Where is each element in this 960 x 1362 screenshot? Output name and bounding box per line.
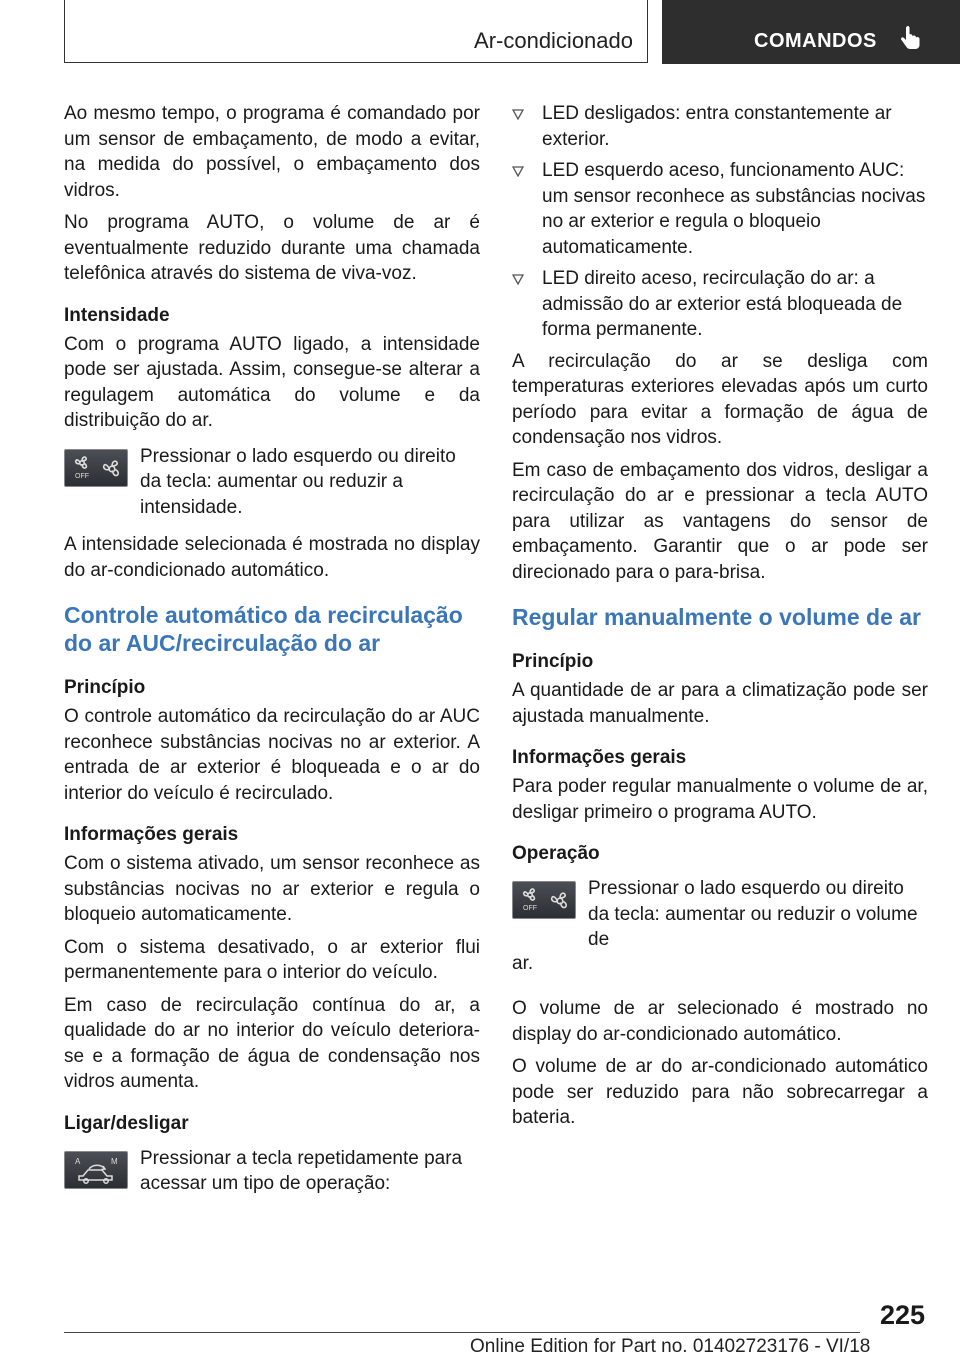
paragraph: A intensidade selecionada é mostrada no display do ar-condicionado automático. xyxy=(64,534,480,581)
subheading-principio: Princípio xyxy=(64,677,146,698)
led-status-list xyxy=(512,101,928,343)
paragraph: O controle automático da recirculação do ar AUC reconhece substâncias nocivas no ar exterior. A entrada de ar exterior é bloqueada e o ar do interior do veículo é recirculado. xyxy=(64,706,480,804)
triangle-bullet-icon xyxy=(512,166,524,177)
paragraph: O volume de ar do ar-condicionado automático pode ser reduzido para não sobrecarregar a bateria. xyxy=(512,1056,928,1128)
subheading-ligar-desligar: Ligar/desligar xyxy=(64,1112,189,1134)
recirculation-key-image xyxy=(64,1151,128,1189)
subheading-informacoes: Informações gerais xyxy=(512,747,687,768)
svg-text:OFF: OFF xyxy=(75,472,89,480)
subheading-operacao: Operação xyxy=(512,843,600,864)
header-section-title: Ar-condicionado xyxy=(474,28,633,53)
fan-key-instruction xyxy=(512,876,928,953)
paragraph: Para poder regular manualmente o volume de ar, desligar primeiro o programa AUTO. xyxy=(512,776,928,823)
paragraph: Ao mesmo tempo, o programa é comandado por um sensor de embaçamento, de modo a evitar, na medida do possível, o embaçamento dos vidros. xyxy=(64,103,480,201)
paragraph: Com o sistema ativado, um sensor reconhece as substâncias nocivas no ar exterior e regula o bloqueio automaticamente. xyxy=(64,853,480,925)
subheading-intensidade: Intensidade xyxy=(64,304,170,326)
list-item-text: LED esquerdo aceso, funcionamento AUC: um sensor reconhece as substâncias nocivas no ar exterior e regula o bloqueio automaticamente. xyxy=(542,160,926,258)
fan-key-text: Pressionar o lado esquerdo ou direito da tecla: aumentar ou reduzir o volume de xyxy=(588,878,918,950)
subheading-informacoes: Informações gerais xyxy=(64,824,239,845)
recirculation-key-text: Pressionar a tecla repetidamente para acessar um tipo de operação: xyxy=(140,1147,463,1194)
list-item-text: LED desligados: entra constantemente ar exterior. xyxy=(542,103,892,150)
svg-text:A: A xyxy=(75,1156,81,1166)
list-item-text: LED direito aceso, recirculação do ar: a admissão do ar exterior está bloqueada de forma permanente. xyxy=(542,268,903,340)
header-section-box xyxy=(64,0,648,63)
paragraph: Em caso de recirculação contínua do ar, a qualidade do ar no interior do veículo deteriora-se e a formação de água de condensação nos vidros aumenta. xyxy=(64,994,480,1092)
subheading-principio: Princípio xyxy=(512,651,594,672)
paragraph: A recirculação do ar se desliga com temperaturas exteriores elevadas após um curto período para evitar a formação de água de condensação nos vidros. xyxy=(512,350,928,448)
footer-edition: Online Edition for Part no. 01402723176 - VI/18 xyxy=(470,1336,871,1357)
list-item xyxy=(512,266,928,343)
section-heading-controle: Controle automático da recirculação do ar AUC/recirculação do ar xyxy=(64,602,463,656)
triangle-bullet-icon xyxy=(512,109,524,120)
paragraph: A quantidade de ar para a climatização pode ser ajustada manualmente. xyxy=(512,680,928,727)
paragraph: Em caso de embaçamento dos vidros, desligar a recirculação do ar e pressionar a tecla AUTO para utilizar as vantagens do sensor de embaçamento. Garantir que o ar pode ser direcionado para o para-brisa. xyxy=(512,459,928,583)
list-item xyxy=(512,101,928,152)
pointing-hand-icon xyxy=(898,26,922,54)
left-column xyxy=(64,101,480,1209)
svg-text:OFF: OFF xyxy=(523,905,537,912)
paragraph: Com o programa AUTO ligado, a intensidade pode ser ajustada. Assim, consegue-se alterar a regulagem automática do volume e da distribuição do ar. xyxy=(64,333,480,431)
paragraph: O volume de ar selecionado é mostrado no display do ar-condicionado automático. xyxy=(512,998,928,1045)
right-column xyxy=(512,101,928,1138)
page-number: 225 xyxy=(880,1300,926,1330)
fan-key-image xyxy=(512,881,576,919)
paragraph: Com o sistema desativado, o ar exterior flui permanentemente para o interior do veículo. xyxy=(64,936,480,983)
recirculation-key-instruction xyxy=(64,1146,480,1197)
paragraph: No programa AUTO, o volume de ar é eventualmente reduzido durante uma chamada telefônica através do sistema de viva-voz. xyxy=(64,212,480,284)
list-item xyxy=(512,158,928,260)
fan-key-text: Pressionar o lado esquerdo ou direito da tecla: aumentar ou reduzir a intensidade. xyxy=(140,445,456,518)
paragraph-continuation: ar. xyxy=(512,952,534,974)
section-heading-regular: Regular manualmente o volume de ar xyxy=(512,604,922,630)
svg-text:M: M xyxy=(111,1156,118,1166)
header-chapter-label: COMANDOS xyxy=(754,30,877,52)
fan-key-image xyxy=(64,449,128,487)
header-chapter-tab xyxy=(662,0,960,64)
fan-key-instruction xyxy=(64,444,480,521)
triangle-bullet-icon xyxy=(512,274,524,285)
footer-divider xyxy=(64,1332,860,1333)
